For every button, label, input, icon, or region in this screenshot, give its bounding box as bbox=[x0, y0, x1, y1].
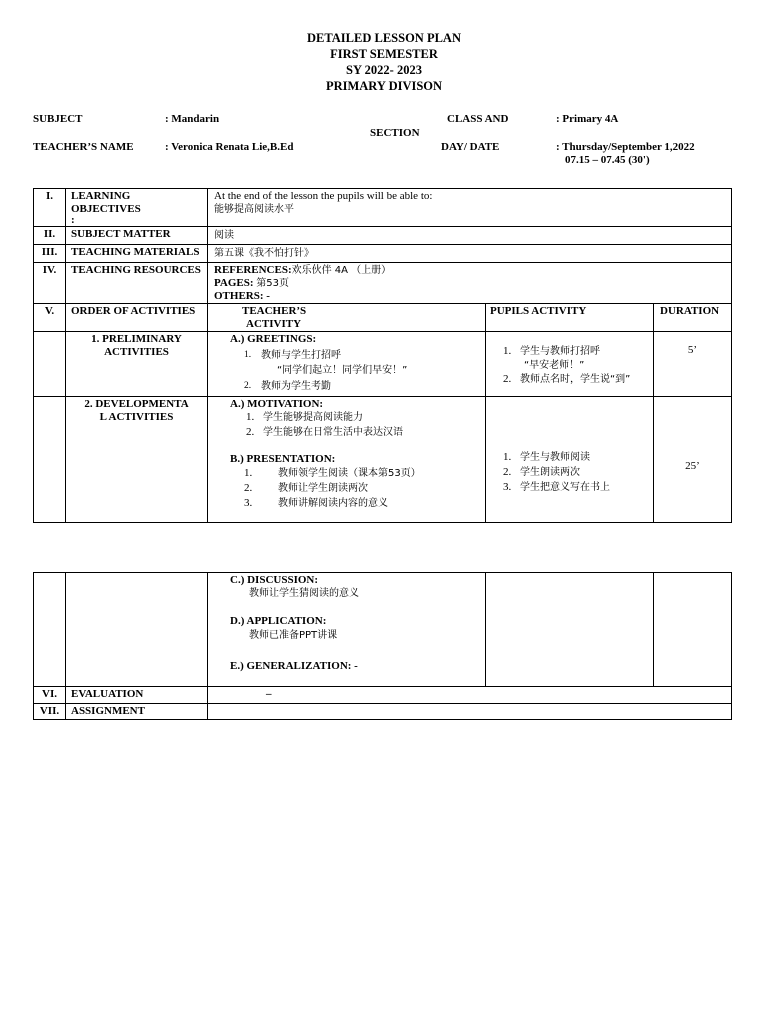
order-of-activities-label: ORDER OF ACTIVITIES bbox=[71, 305, 196, 317]
section-label: SECTION bbox=[370, 127, 420, 139]
pupil-greeting-1-quote: “早安老师！” bbox=[524, 360, 585, 371]
developmental-label-2: L ACTIVITIES bbox=[99, 411, 174, 423]
row-number-iii: III. bbox=[41, 246, 58, 258]
date-value: : Thursday/September 1,2022 bbox=[556, 141, 695, 153]
application-text: 教师已准备PPT讲课 bbox=[249, 630, 338, 641]
developmental-duration: 25’ bbox=[685, 460, 700, 472]
others-label: OTHERS: bbox=[214, 290, 264, 302]
developmental-activities-row bbox=[34, 397, 732, 523]
teaching-materials-label: TEACHING MATERIALS bbox=[71, 246, 200, 258]
subject-label: SUBJECT bbox=[33, 113, 83, 125]
subject-matter-row bbox=[34, 227, 732, 245]
teacher-activity-header-1: TEACHER’S bbox=[242, 305, 307, 317]
generalization-heading: E.) GENERALIZATION: - bbox=[230, 660, 358, 672]
duration-header: DURATION bbox=[660, 305, 720, 317]
row-number-v: V. bbox=[44, 305, 55, 317]
presentation-heading: B.) PRESENTATION: bbox=[230, 453, 336, 465]
lesson-plan-table bbox=[33, 188, 732, 523]
presentation-item-3-num: 3. bbox=[244, 497, 253, 509]
pages-value: 第53页 bbox=[256, 278, 290, 289]
row-number-ii: II. bbox=[43, 228, 56, 240]
pupil-activity-1: 学生与教师阅读 bbox=[520, 452, 590, 463]
doc-title-line-3: SY 2022- 2023 bbox=[346, 63, 422, 77]
subject-value: : Mandarin bbox=[165, 113, 220, 125]
objectives-label-1: LEARNING bbox=[71, 190, 131, 202]
assignment-label: ASSIGNMENT bbox=[71, 705, 145, 717]
motivation-heading: A.) MOTIVATION: bbox=[230, 398, 324, 410]
teaching-materials-row bbox=[34, 245, 732, 263]
pupil-greeting-1: 学生与教师打招呼 bbox=[520, 346, 600, 357]
time-value: 07.15 – 07.45 (30') bbox=[565, 154, 650, 166]
greeting-item-1-quote: “同学们起立！同学们早安！” bbox=[277, 365, 408, 376]
presentation-item-2-num: 2. bbox=[244, 482, 253, 494]
subject-matter-label: SUBJECT MATTER bbox=[71, 228, 171, 240]
greeting-item-2: 教师为学生考勤 bbox=[261, 381, 331, 392]
references-label: REFERENCES: bbox=[214, 264, 292, 276]
evaluation-row bbox=[34, 687, 732, 704]
pages-label: PAGES: bbox=[214, 277, 254, 289]
greetings-heading: A.) GREETINGS: bbox=[230, 333, 317, 345]
motivation-item-2: 学生能够在日常生活中表达汉语 bbox=[263, 427, 403, 438]
greeting-item-1-num: 1. bbox=[244, 350, 252, 360]
pupil-activity-3-num: 3. bbox=[503, 481, 512, 493]
discussion-heading: C.) DISCUSSION: bbox=[230, 574, 319, 586]
preliminary-duration: 5’ bbox=[687, 344, 698, 356]
greeting-item-2-num: 2. bbox=[244, 381, 252, 391]
teacher-label: TEACHER’S NAME bbox=[33, 141, 134, 153]
preliminary-label-2: ACTIVITIES bbox=[104, 346, 169, 358]
objectives-label-2: OBJECTIVES bbox=[71, 203, 141, 215]
row-number-i: I. bbox=[45, 190, 54, 202]
objectives-row bbox=[34, 189, 732, 227]
pupil-greeting-2: 教师点名时，学生说“到” bbox=[520, 374, 631, 385]
doc-title-line-2: FIRST SEMESTER bbox=[330, 47, 438, 61]
lesson-plan-table-continued bbox=[33, 572, 732, 720]
row-number-vi: VI. bbox=[42, 688, 57, 700]
date-label: DAY/ DATE bbox=[441, 141, 500, 153]
pupil-activity-2-num: 2. bbox=[503, 466, 512, 478]
subject-matter-value: 阅读 bbox=[214, 230, 234, 241]
objectives-intro: At the end of the lesson the pupils will be able to: bbox=[214, 190, 433, 202]
presentation-item-1: 教师领学生阅读（课本第53页） bbox=[278, 468, 421, 479]
teaching-resources-label: TEACHING RESOURCES bbox=[71, 264, 201, 276]
developmental-continued-row bbox=[34, 573, 732, 687]
pupils-activity-header: PUPILS ACTIVITY bbox=[490, 305, 587, 317]
discussion-text: 教师让学生猜阅读的意义 bbox=[249, 588, 359, 599]
teacher-activity-header-2: ACTIVITY bbox=[246, 318, 302, 330]
application-heading: D.) APPLICATION: bbox=[230, 615, 327, 627]
pupil-activity-2: 学生朗读两次 bbox=[520, 467, 580, 478]
presentation-item-2: 教师让学生朗读两次 bbox=[278, 483, 368, 494]
pupil-activity-3: 学生把意义写在书上 bbox=[520, 482, 610, 493]
presentation-item-3: 教师讲解阅读内容的意义 bbox=[278, 498, 388, 509]
objectives-label-3: : bbox=[71, 214, 75, 226]
teaching-resources-row bbox=[34, 263, 732, 304]
evaluation-value: – bbox=[266, 688, 272, 700]
preliminary-label-1: 1. PRELIMINARY bbox=[91, 333, 182, 345]
motivation-item-1-num: 1. bbox=[246, 411, 255, 423]
class-label: CLASS AND bbox=[447, 113, 509, 125]
motivation-item-2-num: 2. bbox=[246, 426, 255, 438]
motivation-item-1: 学生能够提高阅读能力 bbox=[263, 412, 363, 423]
pupil-greeting-2-num: 2. bbox=[503, 373, 512, 385]
developmental-label-1: 2. DEVELOPMENTA bbox=[84, 398, 189, 410]
assignment-row bbox=[34, 704, 732, 720]
class-value: : Primary 4A bbox=[556, 113, 619, 125]
doc-title-line-1: DETAILED LESSON PLAN bbox=[307, 31, 461, 45]
presentation-item-1-num: 1. bbox=[244, 467, 253, 479]
pupil-activity-1-num: 1. bbox=[503, 451, 512, 463]
evaluation-label: EVALUATION bbox=[71, 688, 144, 700]
activities-header-row bbox=[34, 304, 732, 332]
teaching-materials-value: 第五课《我不怕打针》 bbox=[214, 248, 314, 259]
greeting-item-1: 教师与学生打招呼 bbox=[261, 350, 341, 361]
others-value: - bbox=[266, 290, 270, 302]
preliminary-activities-row bbox=[34, 332, 732, 397]
row-number-vii: VII. bbox=[39, 705, 60, 717]
row-number-iv: IV. bbox=[42, 264, 57, 276]
doc-title-line-4: PRIMARY DIVISON bbox=[325, 79, 443, 93]
teacher-value: : Veronica Renata Lie,B.Ed bbox=[165, 141, 294, 153]
pupil-greeting-1-num: 1. bbox=[503, 345, 512, 357]
references-value: 欢乐伙伴 4A （上册） bbox=[291, 265, 392, 276]
objectives-text: 能够提高阅读水平 bbox=[214, 204, 294, 215]
